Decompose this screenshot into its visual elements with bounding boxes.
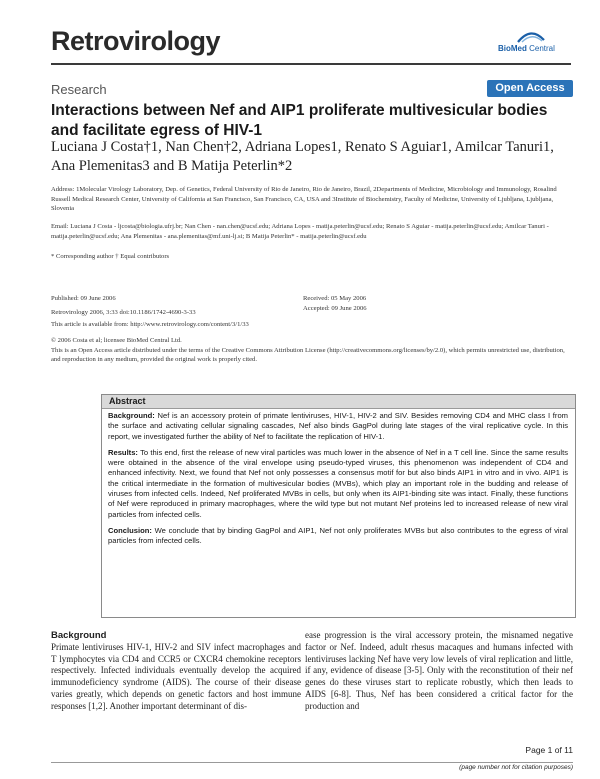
copyright [51,336,573,365]
abstract-header [102,395,575,409]
open-access-badge: Open Access [487,80,573,97]
dates-info [303,294,543,313]
background-label: Background: [108,411,155,420]
article-title: Interactions between Nef and AIP1 proliferate multivesicular bodies and facilitate egress of HIV-1 [51,102,548,139]
address: Address: 1Molecular Virology Laboratory, Dep. of Genetics, Federal University of Rio de Janeiro, Rio de Janeiro, Brazil, 2Departments of Medicine, Microbiology and Immunology, Rosalind Russell Medical Research Center, University of California at San Francisco, San Francisco, CA, USA and 3Institute of Biochemistry, Faculty of Medicine, University of Ljubljana, Ljubljana, Slovenia [51,186,557,212]
results-text: To this end, first the release of new viral particles was much lower in the absence of Nef in a T cell line. Since the same results were obtained in the absence of the viral envelope using pseudo-typed viruses, this phenomenon was independent of CD4 and enhanced infectivity. Next, we found that Nef not only possesses a consensus motif for but also binds AIP1 in vitro and in vivo. AIP1 is the critical intermediate in the formation of multivesicular bodies (MVBs), which play an important role in the budding and release of viruses from infected cells. Indeed, Nef proliferated MVBs in cells, but only when its AIP1-binding site was intact. Finally, these functions of Nef were reproduced in primary macrophages, where the wild type but not mutant Nef proteins led to increased release of new viral particles from infected cells. [108,447,569,519]
publication-info [51,294,291,317]
abstract-box [101,394,576,618]
abstract-body [108,411,568,553]
footer-rule [51,762,573,763]
accepted-date: Accepted: 09 June 2006 [303,304,367,312]
section-label: Research [51,82,107,97]
publisher-name-bold: BioMed [498,44,527,53]
biomed-central-logo [498,30,568,58]
body-column-right [305,630,573,713]
received-date: Received: 05 May 2006 [303,295,367,302]
abstract-results [108,448,568,520]
published-date: Published: 09 June 2006 [51,295,116,302]
results-label: Results: [108,447,138,457]
conclusion-text: We conclude that by binding GagPol and AIP1, Nef not only proliferates MVBs but also contributes to the egress of viral particles from infected cells. [108,525,568,546]
biomed-swoosh-icon [516,30,546,44]
abstract-background [108,411,568,442]
conclusion-label: Conclusion: [108,525,152,535]
email-list: Email: Luciana J Costa - ljcosta@biologia.ufrj.br; Nan Chen - nan.chen@ucsf.edu; Adriana Lopes - matija.peterlin@ucsf.edu; Renato S Aguiar - matija.peterlin@ucsf.edu; Amilcar Tanuri - matija.peterlin@ucsf.edu; Ana Plemenitas - ana.plemenitas@mf.uni-lj.si; B Matija Peterlin* - matija.peterlin@ucsf.edu [51,223,549,240]
abstract-conclusion [108,526,568,547]
body-left-text: Primate lentiviruses HIV-1, HIV-2 and SIV infect macrophages and T lymphocytes via CD4 and CCR5 or CXCR4 chemokine receptors respectively. Infected individuals eventually develop the acquired immunodeficiency syndrome (AIDS). The course of their disease varies greatly, which depends on genetic factors and host immune responses [1,2]. Another important determinant of dis- [51,641,301,711]
background-text: Nef is an accessory protein of primate lentiviruses, HIV-1, HIV-2 and SIV. Besides removing CD4 and MHC class I from the surface and activating cellular signaling cascades, Nef also binds GagPol during late stages of the viral replicative cycle. In this report, we investigated further the ability of Nef to facilitate the replication of HIV-1. [108,411,568,441]
body-right-text: ease progression is the viral accessory protein, the misnamed negative factor or Nef. Indeed, adult rhesus macaques and humans infected with lentiviruses lacking Nef have very low levels of viral replication and little, if any, evidence of disease [3-5]. Only with the reconstitution of their nef genes do these viruses start to replicate robustly, which then leads to AIDS [6-8]. Thus, Nef has been considered a critical factor for the production and [305,630,573,711]
body-column-left [51,630,301,713]
header-rule [51,63,571,65]
abstract-heading: Abstract [109,396,146,406]
copyright-line: © 2006 Costa et al; licensee BioMed Central Ltd. [51,337,182,344]
corresponding-note: * Corresponding author † Equal contributors [51,253,170,260]
authors: Luciana J Costa†1, Nan Chen†2, Adriana Lopes1, Renato S Aguiar1, Amilcar Tanuri1, Ana Plemenitas3 and B Matija Peterlin*2 [51,139,554,174]
page-number: Page 1 of 11 [525,745,573,755]
availability[interactable]: This article is available from: http://www.retrovirology.com/content/3/1/33 [51,321,249,328]
citation: Retrovirology 2006, 3:33 doi:10.1186/1742-4690-3-33 [51,308,196,316]
background-heading: Background [51,630,107,641]
journal-title: Retrovirology [51,26,221,56]
license-text: This is an Open Access article distributed under the terms of the Creative Commons Attribution License (http://creativecommons.org/licenses/by/2.0), which permits unrestricted use, distribution, and reproduction in any medium, provided the original work is properly cited. [51,346,565,363]
publisher-name-rest: Central [526,44,555,53]
page-note: (page number not for citation purposes) [459,764,573,771]
